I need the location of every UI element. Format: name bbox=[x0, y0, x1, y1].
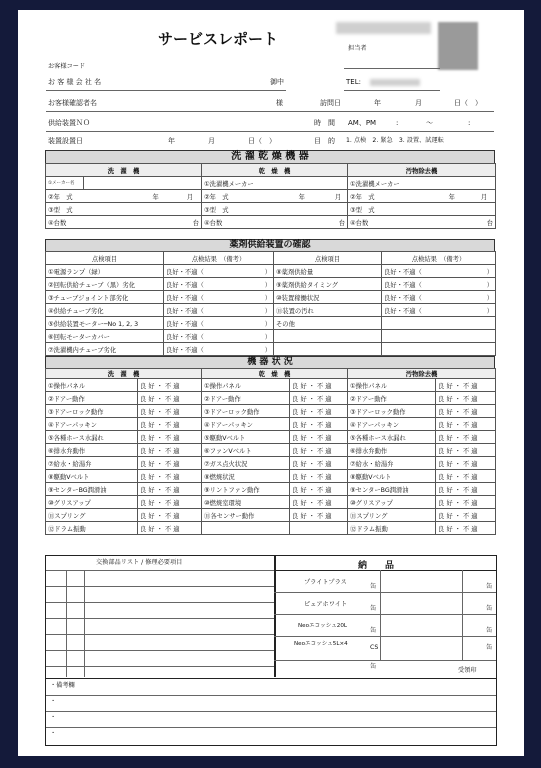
remarks-label: ・備考欄 bbox=[50, 682, 75, 689]
equipment-status-table: 洗 濯 機 乾 燥 機 汚物除去機 ①操作パネル 良 好 ・ 不 適 ①操作パネル 良 好 ・ 不 適 ①操作パネル 良 好 ・ 不 適 ②ドアー動作 良 好 ・ 不 適 ②ドアー動作 良 好 ・ 不 適 ②ドアー動作 良 好 ・ 不 適 ③ドアーロック動作 良 好 ・ 不 適 ③ドアーロック動作 良 好 ・ 不 適 ③ドアーロック動作 良 好 ・ 不 適 ④ドアーパッキン 良 好 ・ 不 適 ④ドアーパッキン 良 好 ・ 不 適 ④ドアーパッキン 良 好 ・ 不 適 ⑤各種ホース水漏れ 良 好 ・ 不 適 ⑤駆動Vベルト 良 好 ・ 不 適 ⑤各種ホース水漏れ 良 好 ・ 不 適 ⑥排水弁動作 良 好 ・ 不 適 ⑥ファンVベルト 良 好 ・ 不 適 ⑥排水弁動作 良 好 ・ 不 適 ⑦給水・給湯弁 良 好 ・ 不 適 ⑦ガス点火状況 良 好 ・ 不 適 ⑦給水・給湯弁 良 好 ・ 不 適 ⑧駆動Vベルト 良 好 ・ 不 適 ⑧燃焼状況 良 好 ・ 不 適 ⑧駆動Vベルト 良 好 ・ 不 適 ⑨センターBG潤滑油 良 好 ・ 不 適 ⑨リントファン動作 良 好 ・ 不 適 ⑨センターBG潤滑油 良 好 ・ 不 適 ⑩グリスアップ 良 好 ・ 不 適 ⑩燃焼室環境 良 好 ・ 不 適 ⑩グリスアップ 良 好 ・ 不 適 ⑪スプリング 良 好 ・ 不 適 ⑪各センサー動作 良 好 ・ 不 適 ⑪スプリング 良 好 ・ 不 適 ⑫ドラム振動 良 好 ・ 不 適 ⑫ドラム振動 良 好 ・ 不 適 bbox=[45, 368, 496, 535]
install-date-label: 装置設置日 bbox=[48, 137, 83, 145]
device-no-label: 供給装置ＮＯ bbox=[48, 119, 90, 127]
delivery-title: 納 品 bbox=[358, 561, 395, 571]
receipt-stamp-label: 受領印 bbox=[458, 667, 477, 674]
tel-label: TEL: bbox=[346, 78, 361, 86]
page-title: サービスレポート bbox=[158, 30, 279, 48]
manager-label: 担当者 bbox=[348, 45, 367, 52]
remarks-box: ・備考欄 ・ ・ ・ bbox=[45, 678, 497, 746]
chemical-check-table: 点検項目 点検結果 （備考） 点検項目 点検結果 （備考） ①電源ランプ（緑） 良好・不適（ ） ⑧薬剤供給量 良好・不適（ ） ②回転供給チューブ（黒）劣化 良好・不適（ ） ⑨薬剤供給タイミング 良好・不適（ ） ③チューブジョイント部劣化 良好・不適（ ） ⑩装置稼働状況 良好・不適（ ） ④供給チューブ劣化 良好・不適（ ） ⑪装置の汚れ 良好・不適（ ） ⑤供給装置モーター─No 1, 2, 3 良好・不適（ ） その他 ⑥回転モーターカバー 良好・不適（ ） ⑦洗濯機内チューブ劣化 良好・不適（ ） bbox=[45, 251, 496, 356]
company-logo-blurred bbox=[336, 22, 431, 34]
purpose-options: 1. 点検 2. 緊急 3. 設置、試運転 bbox=[346, 137, 444, 144]
sama-label: 様 bbox=[276, 99, 283, 107]
onchu-label: 御中 bbox=[270, 78, 284, 86]
customer-code-label: お客様コード bbox=[48, 63, 86, 70]
product-neo-20l: Neoエコッシュ20L bbox=[298, 623, 348, 629]
product-pure-white: ピュアホワイト bbox=[304, 601, 348, 608]
tel-blurred bbox=[370, 79, 420, 86]
time-label: 時 間 bbox=[314, 119, 335, 127]
equipment-info-table: 洗 濯 機 乾 燥 機 汚物除去機 ①メーカー名 ①洗濯機メーカー ①洗濯機メーカー ②年 式 年 月 ②年 式 年 月 ②年 式 年 月 ③型 式 ③型 式 ③型 式 ④台数 台 ④台数 台 ④台数 台 bbox=[45, 163, 496, 229]
visit-label: 訪問日 bbox=[320, 99, 341, 107]
company-label: お 客 様 会 社 名 bbox=[48, 78, 102, 86]
manager-stamp-blurred bbox=[438, 22, 478, 70]
product-bright-plus: プライトプラス bbox=[304, 579, 347, 586]
purpose-label: 目 的 bbox=[314, 137, 335, 145]
section-chemical-banner: 薬剤供給装置の確認 bbox=[45, 239, 495, 252]
section-washer-dryer-banner: 洗 濯 乾 燥 機 器 bbox=[45, 150, 495, 164]
parts-delivery-box: 交換部品リスト / 修理必要項目 納 品 プライトプラス ピュアホワイト Neoエコッシュ20L Neoエコッシュ5L×4 缶 缶 缶 CS 缶 缶 缶 缶 缶 受領印 bbox=[45, 555, 497, 679]
confirmer-label: お客様確認者名 bbox=[48, 99, 97, 107]
parts-list-title: 交換部品リスト / 修理必要項目 bbox=[96, 559, 183, 566]
section-status-banner: 機 器 状 況 bbox=[45, 356, 495, 369]
service-report-sheet: サービスレポート 担当者 お客様コード お 客 様 会 社 名 御中 TEL: お客様確認者名 様 訪問日 年 月 日（ ） 供給装置ＮＯ 時 間 AM、PM : 〜 : 装置設置日 年 月 日（ ） 目 的 1. 点検 2. 緊急 3. 設置、試運転 洗 濯 乾 燥 機 器 洗 濯 機 乾 燥 機 汚物除去機 ①メーカー名 ①洗濯機メーカー ①洗濯機メーカー ②年 式 年 月 ②年 式 年 月 ②年 式 年 月 ③型 式 ③型 式 ③型 式 ④台数 台 ④台数 台 ④台数 台 薬剤供給装置の確認 点検項目 点検結果 （備考） 点検項目 点検結果 （備考） ①電源ランプ（緑） 良好・不適（ ） ⑧薬剤供給量 良好・不適（ ） ②回転供給チューブ（黒）劣化 良好・不適（ ） ⑨薬剤供給タイミング 良好・不適（ ） ③チューブジョイント部劣化 良好・不適（ ） ⑩装置稼働状況 良好・不適（ ） ④供給チューブ劣化 良好・不適（ ） ⑪装置の汚れ 良好・不適（ ） ⑤供給装置モーター─No 1, 2, 3 良好・不適（ ） その他 ⑥回転モーターカバー 良好・不適（ ） ⑦洗濯機内チューブ劣化 良好・不適（ ） 機 器 状 況 洗 濯 機 乾 燥 機 汚物除去機 ①操作パネル 良 好 ・ 不 適 ①操作パネル 良 好 ・ 不 適 ①操作パネル 良 好 ・ 不 適 ②ドアー動作 良 好 ・ 不 適 ②ドアー動作 良 好 ・ 不 適 ②ドアー動作 良 好 ・ 不 適 ③ドアーロック動作 良 好 ・ 不 適 ③ドアーロック動作 良 好 ・ 不 適 ③ドアーロック動作 良 好 ・ 不 適 ④ドアーパッキン 良 好 ・ 不 適 ④ドアーパッキン 良 好 ・ 不 適 ④ドアーパッキン 良 好 ・ 不 適 ⑤各種ホース水漏れ 良 好 ・ 不 適 ⑤駆動Vベルト 良 好 ・ 不 適 ⑤各種ホース水漏れ 良 好 ・ 不 適 ⑥排水弁動作 良 好 ・ 不 適 ⑥ファンVベルト 良 好 ・ 不 適 ⑥排水弁動作 良 好 ・ 不 適 ⑦給水・給湯弁 良 好 ・ 不 適 ⑦ガス点火状況 良 好 ・ 不 適 ⑦給水・給湯弁 良 好 ・ 不 適 ⑧駆動Vベルト 良 好 ・ 不 適 ⑧燃焼状況 良 好 ・ 不 適 ⑧駆動Vベルト 良 好 ・ 不 適 ⑨センターBG潤滑油 良 好 ・ 不 適 ⑨リントファン動作 良 好 ・ 不 適 ⑨センターBG潤滑油 良 好 ・ 不 適 ⑩グリスアップ 良 好 ・ 不 適 ⑩燃焼室環境 良 好 ・ 不 適 ⑩グリスアップ 良 好 ・ 不 適 ⑪スプリング 良 好 ・ 不 適 ⑪各センサー動作 良 好 ・ 不 適 ⑪スプリング 良 好 ・ 不 適 ⑫ドラム振動 良 好 ・ 不 適 ⑫ドラム振動 良 好 ・ 不 適 交換部品リスト / 修理必要項目 納 品 プライトプラス ピュアホワイト Neoエコッシュ20L Neoエコッシュ5L×4 缶 缶 缶 CS 缶 缶 缶 缶 缶 受領印 ・備考欄 ・ ・ ・ bbox=[18, 10, 524, 756]
product-neo-5l: Neoエコッシュ5L×4 bbox=[294, 641, 348, 647]
